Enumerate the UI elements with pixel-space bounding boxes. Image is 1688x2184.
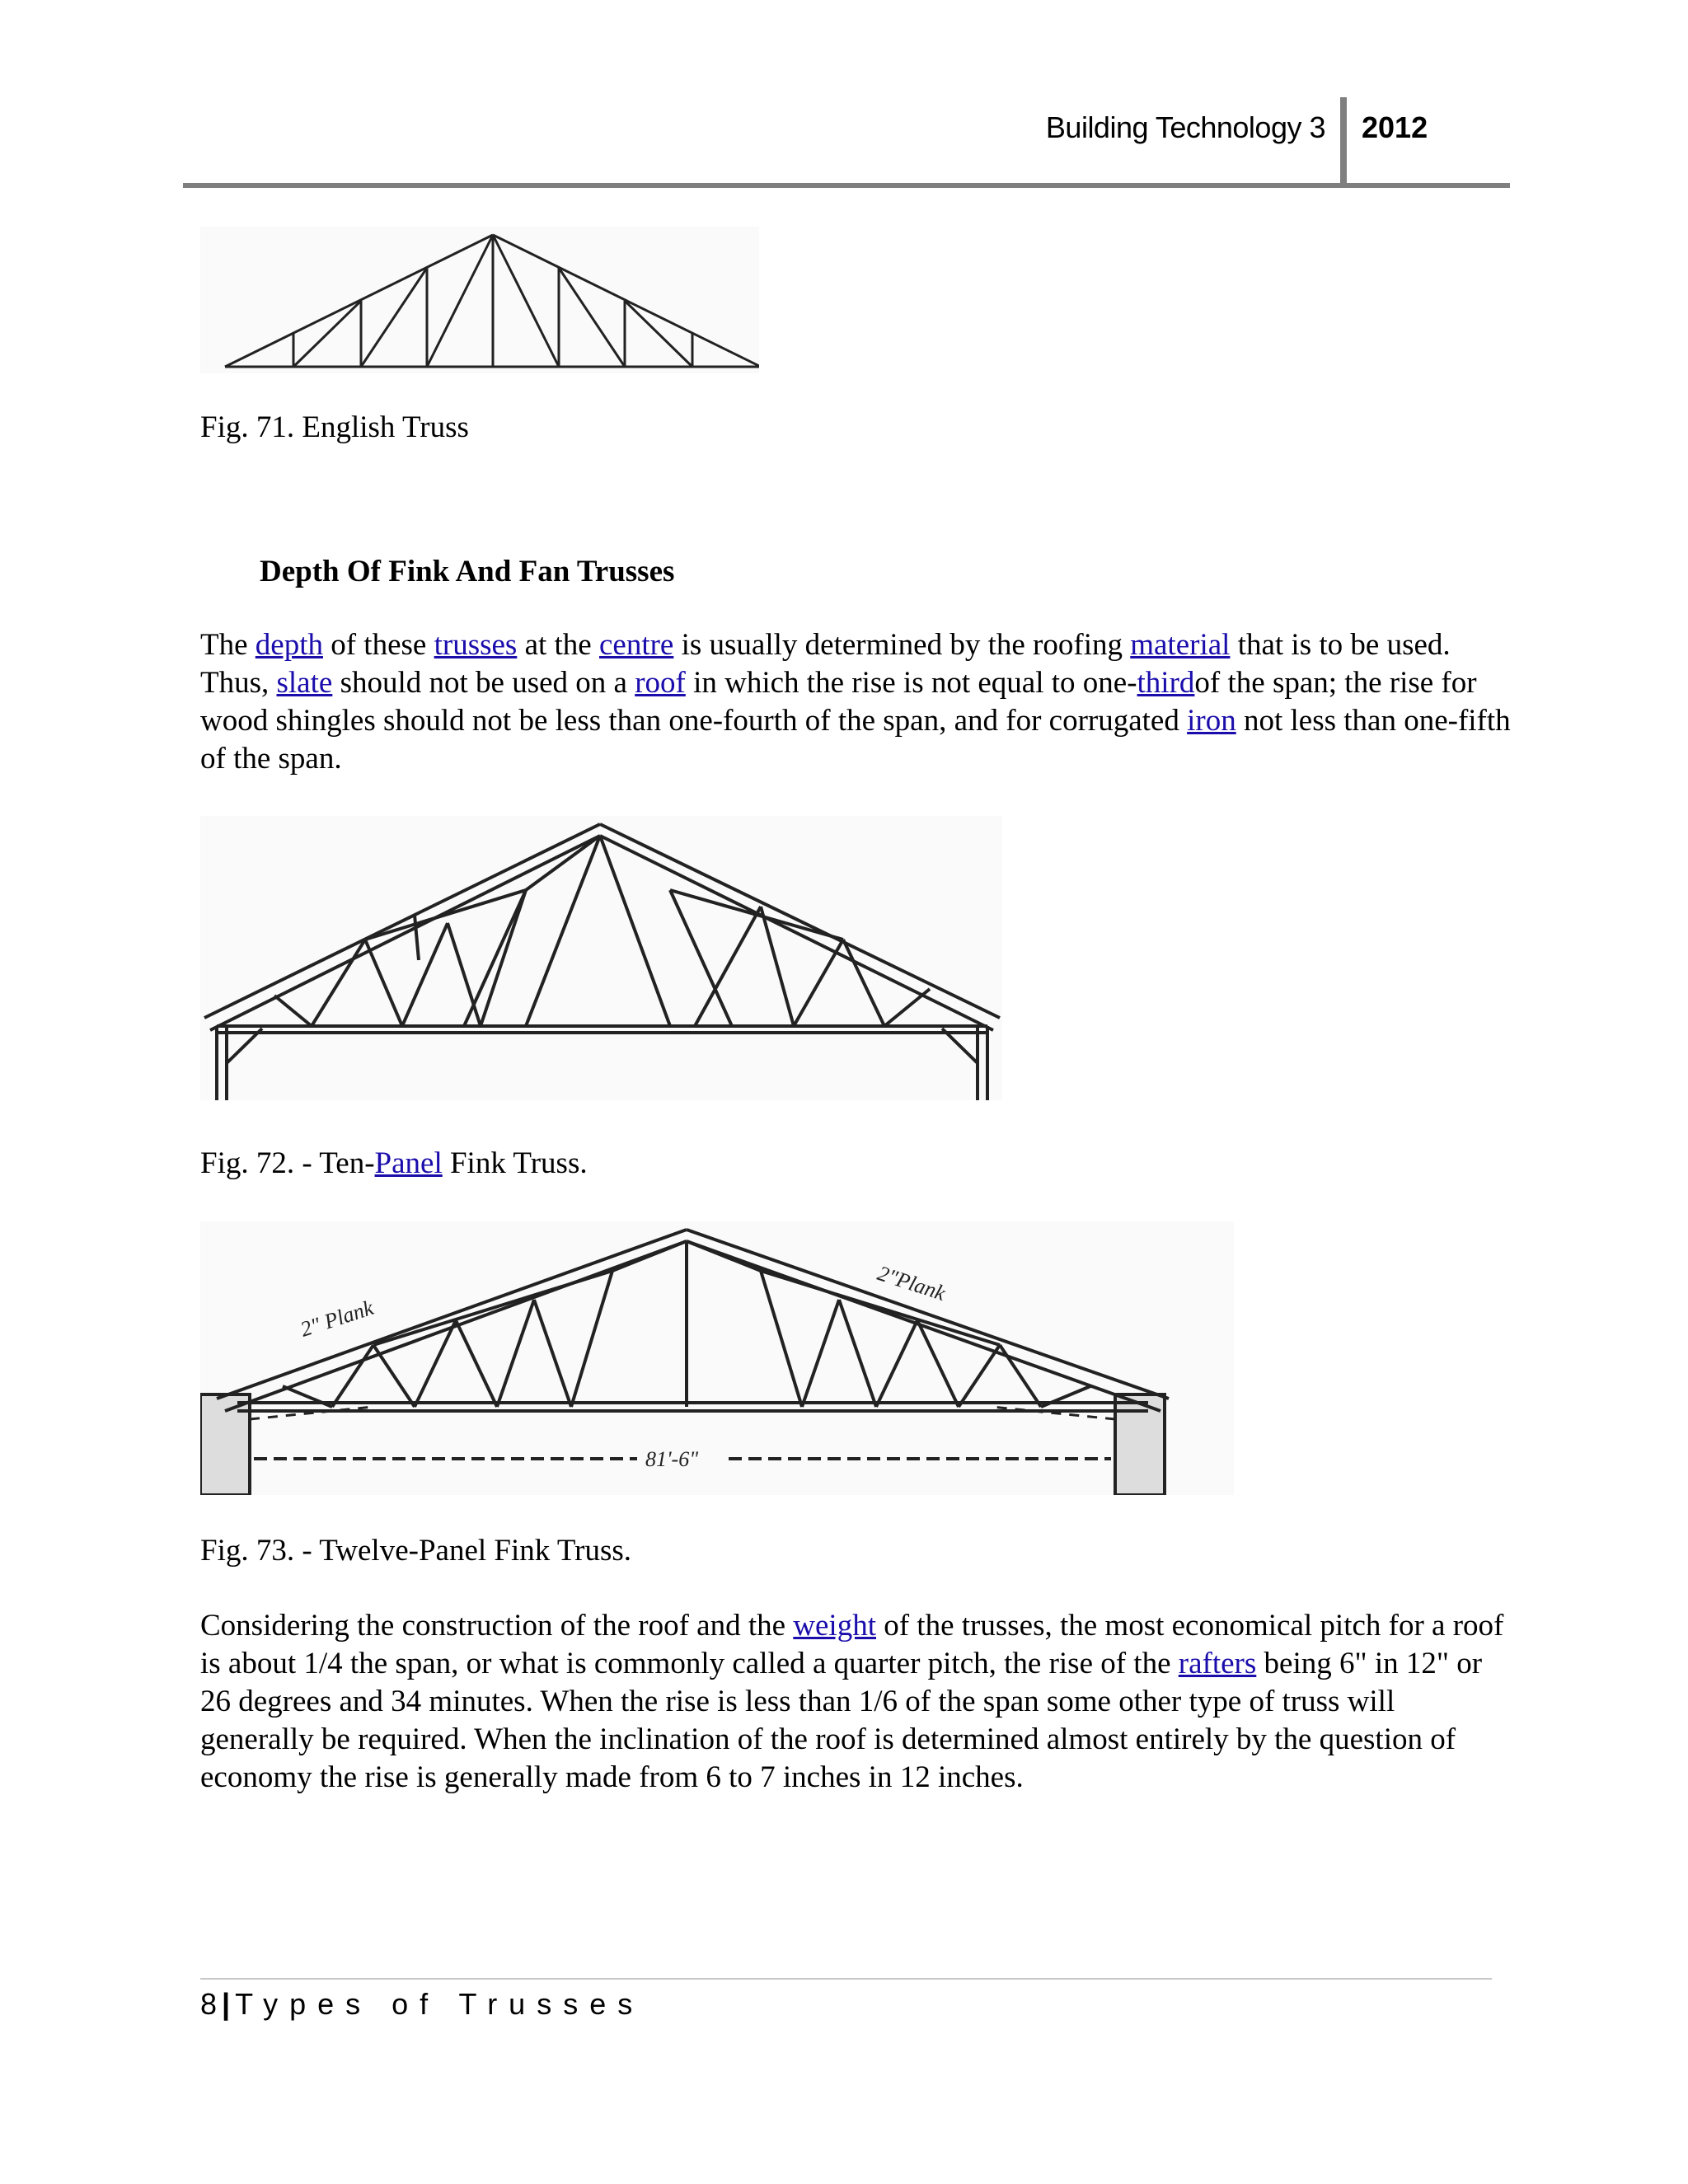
- link-third[interactable]: third: [1137, 666, 1195, 700]
- footer-separator: |: [222, 1987, 231, 2021]
- header-rule: [183, 183, 1510, 188]
- section-heading: Depth Of Fink And Fan Trusses: [260, 555, 675, 588]
- twelve-panel-fink-truss-figure: [200, 1221, 1234, 1495]
- figure-71-caption: Fig. 71. English Truss: [200, 410, 469, 444]
- footer-section-title: Types of Trusses: [235, 1987, 645, 2021]
- header-year: 2012: [1362, 110, 1428, 144]
- paragraph-pitch: Considering the construction of the roof and the weight of the trusses, the most economical pitch for a roof is about 1/4 the span, or what is commonly called a quarter pitch, the rise of the rafters being 6" in 12" or 26 degrees and 34 minutes. When the rise is less than 1/6 of the span some other type of truss will generally be required. When the inclination of the roof is determined almost entirely by the question of economy the rise is generally made from 6 to 7 inches in 12 inches.: [200, 1609, 1504, 1794]
- link-panel[interactable]: Panel: [374, 1146, 443, 1180]
- header-title: Building Technology 3: [1045, 110, 1325, 144]
- page-footer: [200, 1987, 644, 2022]
- english-truss-figure: [200, 227, 759, 373]
- left-plank-label: 2" Plank: [297, 1295, 377, 1342]
- ten-panel-fink-truss-drawing: [200, 816, 1002, 1100]
- span-dimension-label: 81'-6": [645, 1447, 699, 1471]
- link-centre[interactable]: centre: [598, 628, 674, 662]
- link-material[interactable]: material: [1130, 628, 1231, 662]
- ten-panel-fink-truss-figure: [200, 816, 1002, 1100]
- right-plank-label: 2"Plank: [874, 1261, 949, 1305]
- link-rafters[interactable]: rafters: [1178, 1647, 1257, 1680]
- header-divider: [1340, 97, 1347, 186]
- twelve-panel-fink-truss-drawing: [200, 1221, 1234, 1495]
- link-weight[interactable]: weight: [793, 1609, 876, 1643]
- link-iron[interactable]: iron: [1187, 704, 1236, 738]
- link-depth[interactable]: depth: [255, 628, 323, 662]
- page-number: 8: [200, 1987, 219, 2021]
- english-truss-drawing: [200, 227, 759, 373]
- paragraph-depth: The depth of these trusses at the centre is usually determined by the roofing material that is to be used. Thus, slate should not be used on a roof in which the rise is not equal to one-thirdof the span; the rise for wood shingles should not be less than one-fourth of the span, and for corrugated iron not less than one-fifth of the span.: [200, 628, 1511, 776]
- link-trusses[interactable]: trusses: [434, 628, 518, 662]
- figure-73-caption: Fig. 73. - Twelve-Panel Fink Truss.: [200, 1534, 632, 1568]
- link-roof[interactable]: roof: [635, 666, 686, 700]
- figure-72-caption: Fig. 72. - Ten-Panel Fink Truss.: [200, 1146, 588, 1180]
- footer-rule: [200, 1978, 1492, 1980]
- link-slate[interactable]: slate: [276, 666, 333, 700]
